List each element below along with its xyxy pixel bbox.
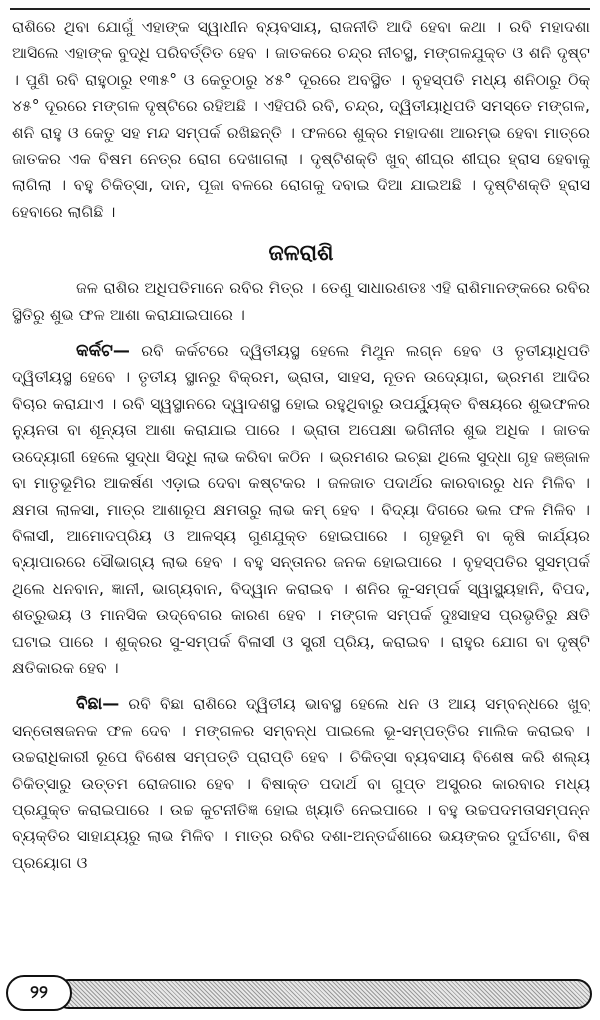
intro-paragraph: ଜଳ ରାଶିର ଅଧିପତିମାନେ ରବିର ମିତ୍ର । ତେଣୁ ସାଧାରଣତଃ ଏହି ରାଶିମାନଙ୍କରେ ରବିର ସ୍ଥିତିରୁ ଶୁଭ ଫଳ ଆଶା କରାଯାଇପାରେ । xyxy=(12,279,590,324)
karkata-paragraph xyxy=(12,338,590,681)
karkata-heading: କର୍କଟ— xyxy=(76,341,130,362)
bichha-text: ରବି ବିଛା ରାଶିରେ ଦ୍ୱିତୀୟ ଭାବସ୍ଥ ହେଲେ ଧନ ଓ ଆୟ ସମ୍ବନ୍ଧରେ ଖୁବ୍ ସନ୍ତୋଷଜନକ ଫଳ ଦେବ । ମଙ୍ଗଳର ସମ୍ବନ୍ଧ ପାଇଲେ ଭୂ-ସମ୍ପତ୍ତିର ମାଲିକ କରାଇବ । ଉଚ୍ଚରାଧିକାରୀ ରୂପେ ବିଶେଷ ସମ୍ପତ୍ତି ପ୍ରାପ୍ତି ହେବ । ଚିକିତ୍ସା ବ୍ୟବସାୟ ବିଶେଷ କରି ଶଲ୍ୟ ଚିକିତ୍ସାରୁ ଉତ୍ତମ ରୋଜଗାର ହେବ । ବିଷାକ୍ତ ପଦାର୍ଥ ବା ଗୁପ୍ତ ଅସ୍ତ୍ରର କାରବାର ମଧ୍ୟ ପ୍ରଯୁକ୍ତ କରାଇପାରେ । ଉଚ୍ଚ କୁଟନୀତିଜ୍ଞ ହୋଇ ଖ୍ୟାତି ନେଇପାରେ । ବହୁ ଉଚ୍ଚପଦମତାସମ୍ପନ୍ନ ବ୍ୟକ୍ତିର ସାହାଯ୍ୟରୁ ଲାଭ ମିଳିବ । ମାତ୍ର ରବିର ଦଶା-ଅନ୍ତର୍ଦ୍ଦଶାରେ ଭୟଙ୍କର ଦୁର୍ଘଟଣା, ବିଷ ପ୍ରୟୋଗ ଓ xyxy=(12,695,590,872)
section-title: ଜଳରାଶି xyxy=(268,241,334,267)
spacer xyxy=(12,681,590,691)
karkata-text: ରବି କର୍କଟରେ ଦ୍ୱିତୀୟସ୍ଥ ହେଲେ ମିଥୁନ ଲଗ୍ନ ହେବ ଓ ତୃତୀୟାଧିପତି ଦ୍ୱିତୀୟସ୍ଥ ହେବେ । ତୃତୀୟ ସ୍ଥାନରୁ ବିକ୍ରମ, ଭ୍ରାତା, ସାହସ, ନୂତନ ଉଦ୍ୟୋଗ, ଭ୍ରମଣ ଆଦିର ବିଚାର କରାଯାଏ । ରବି ସ୍ୱସ୍ଥାନରେ ଦ୍ୱାଦଶସ୍ଥ ହୋଇ ରହୁଥିବାରୁ ଉପର୍ଯ୍ୟୁକ୍ତ ବିଷୟରେ ଶୁଭଫଳର ନ୍ୟୁନତା ବା ଶୂନ୍ୟତା ଆଶା କରାଯାଇ ପାରେ । ଭ୍ରାତା ଅପେକ୍ଷା ଭଗିନୀର ଶୁଭ ଅଧିକ । ଜାତକ ଉଦ୍ୟୋଗୀ ହେଲେ ସୁଦ୍ଧା ସିଦ୍ଧି ଲାଭ କରିବା କଠିନ । ଭ୍ରମଣର ଇଚ୍ଛା ଥିଲେ ସୁଦ୍ଧା ଗୃହ ଜଞ୍ଜାଳ ବା ମାତୃଭୂମିର ଆକର୍ଷଣ ଏଡ଼ାଇ ଦେବା କଷ୍ଟକର । ଜଳଜାତ ପଦାର୍ଥର କାରବାରରୁ ଧନ ମିଳିବ । କ୍ଷମତା ଲାଳସା, ମାତ୍ର ଆଶାରୂପ କ୍ଷମତାରୁ ଲାଭ କମ୍ ହେବ । ବିଦ୍ୟା ଦିଗରେ ଭଲ ଫଳ ମିଳିବ । ବିଳାସୀ, ଆମୋଦପ୍ରିୟ ଓ ଆଳସ୍ୟ ଗୁଣଯୁକ୍ତ ହୋଇପାରେ । ଗୃହଭୂମି ବା କୃଷି କାର୍ଯ୍ୟର ବ୍ୟାପାରରେ ସୌଭାଗ୍ୟ ଲାଭ ହେବ । ବହୁ ସନ୍ତାନର ଜନକ ହୋଇପାରେ । ବୃହସ୍ପତିର ସୁସମ୍ପର୍କ ଥିଲେ ଧନବାନ, ଜ୍ଞାନୀ, ଭାଗ୍ୟବାନ, ବିଦ୍ୱାନ କରାଇବ । ଶନିର କୁ-ସମ୍ପର୍କ ସ୍ୱାସ୍ଥ୍ୟହାନି, ବିପଦ, ଶତ୍ରୁଭୟ ଓ ମାନସିକ ଉଦ୍‌ବେଗର କାରଣ ହେବ । ମଙ୍ଗଳ ସମ୍ପର୍କ ଦୁଃସାହସ ପ୍ରଭୃତିରୁ କ୍ଷତି ଘଟାଇ ପାରେ । ଶୁକ୍ରର ସୁ-ସମ୍ପର୍କ ବିଳାସୀ ଓ ସ୍ତ୍ରୀ ପ୍ରିୟ, କରାଇବ । ରାହୁର ଯୋଗ ବା ଦୃଷ୍ଟି କ୍ଷତିକାରକ ହେବ । xyxy=(12,342,590,677)
page-number: ୨୨ xyxy=(6,975,72,1011)
bichha-paragraph xyxy=(12,691,590,876)
bichha-heading: ବିଛା— xyxy=(76,694,120,715)
footer-decorative-bar xyxy=(54,979,592,1009)
page-body xyxy=(12,14,590,960)
top-rule xyxy=(10,8,590,10)
page-footer xyxy=(6,975,592,1011)
paragraph-continued: ରାଶିରେ ଥିବା ଯୋଗୁଁ ଏହାଙ୍କ ସ୍ୱାଧୀନ ବ୍ୟବସାୟ, ରାଜନୀତି ଆଦି ହେବା କଥା । ରବି ମହାଦଶା ଆସିଲେ ଏହାଙ୍କ ବୁଦ୍ଧି ପରିବର୍ତ୍ତିତ ହେବ । ଜାତକରେ ଚନ୍ଦ୍ର ନୀଚସ୍ଥ, ମଙ୍ଗଳଯୁକ୍ତ ଓ ଶନି ଦୃଷ୍ଟ । ପୁଣି ରବି ରାହୁଠାରୁ ୧୩୫° ଓ କେତୁଠାରୁ ୪୫° ଦୂରରେ ଅବସ୍ଥିତ । ବୃହସ୍ପତି ମଧ୍ୟ ଶନିଠାରୁ ଠିକ୍ ୪୫° ଦୂରରେ ମଙ୍ଗଳ ଦୃଷ୍ଟିରେ ରହିଅଛି । ଏହିପରି ରବି, ଚନ୍ଦ୍ର, ଦ୍ୱିତୀୟାଧିପତି ସମସ୍ତେ ମଙ୍ଗଳ, ଶନି ରାହୁ ଓ କେତୁ ସହ ମନ୍ଦ ସମ୍ପର୍କ ରଖିଛନ୍ତି । ଫଳରେ ଶୁକ୍ର ମହାଦଶା ଆରମ୍ଭ ହେବା ମାତ୍ରେ ଜାତକର ଏକ ବିଷମ ନେତ୍ର ରୋଗ ଦେଖାଗଲା । ଦୃଷ୍ଟିଶକ୍ତି ଖୁବ୍ ଶୀଘ୍ର ଶୀଘ୍ର ହ୍ରାସ ହେବାକୁ ଲାଗିଲା । ବହୁ ଚିକିତ୍ସା, ଦାନ, ପୂଜା ବଳରେ ରୋଗକୁ ଦବାଇ ଦିଆ ଯାଇଅଛି । ଦୃଷ୍ଟିଶକ୍ତି ହ୍ରାସ ହେବାରେ ଲାଗିଛି । xyxy=(12,18,590,221)
spacer xyxy=(12,328,590,338)
